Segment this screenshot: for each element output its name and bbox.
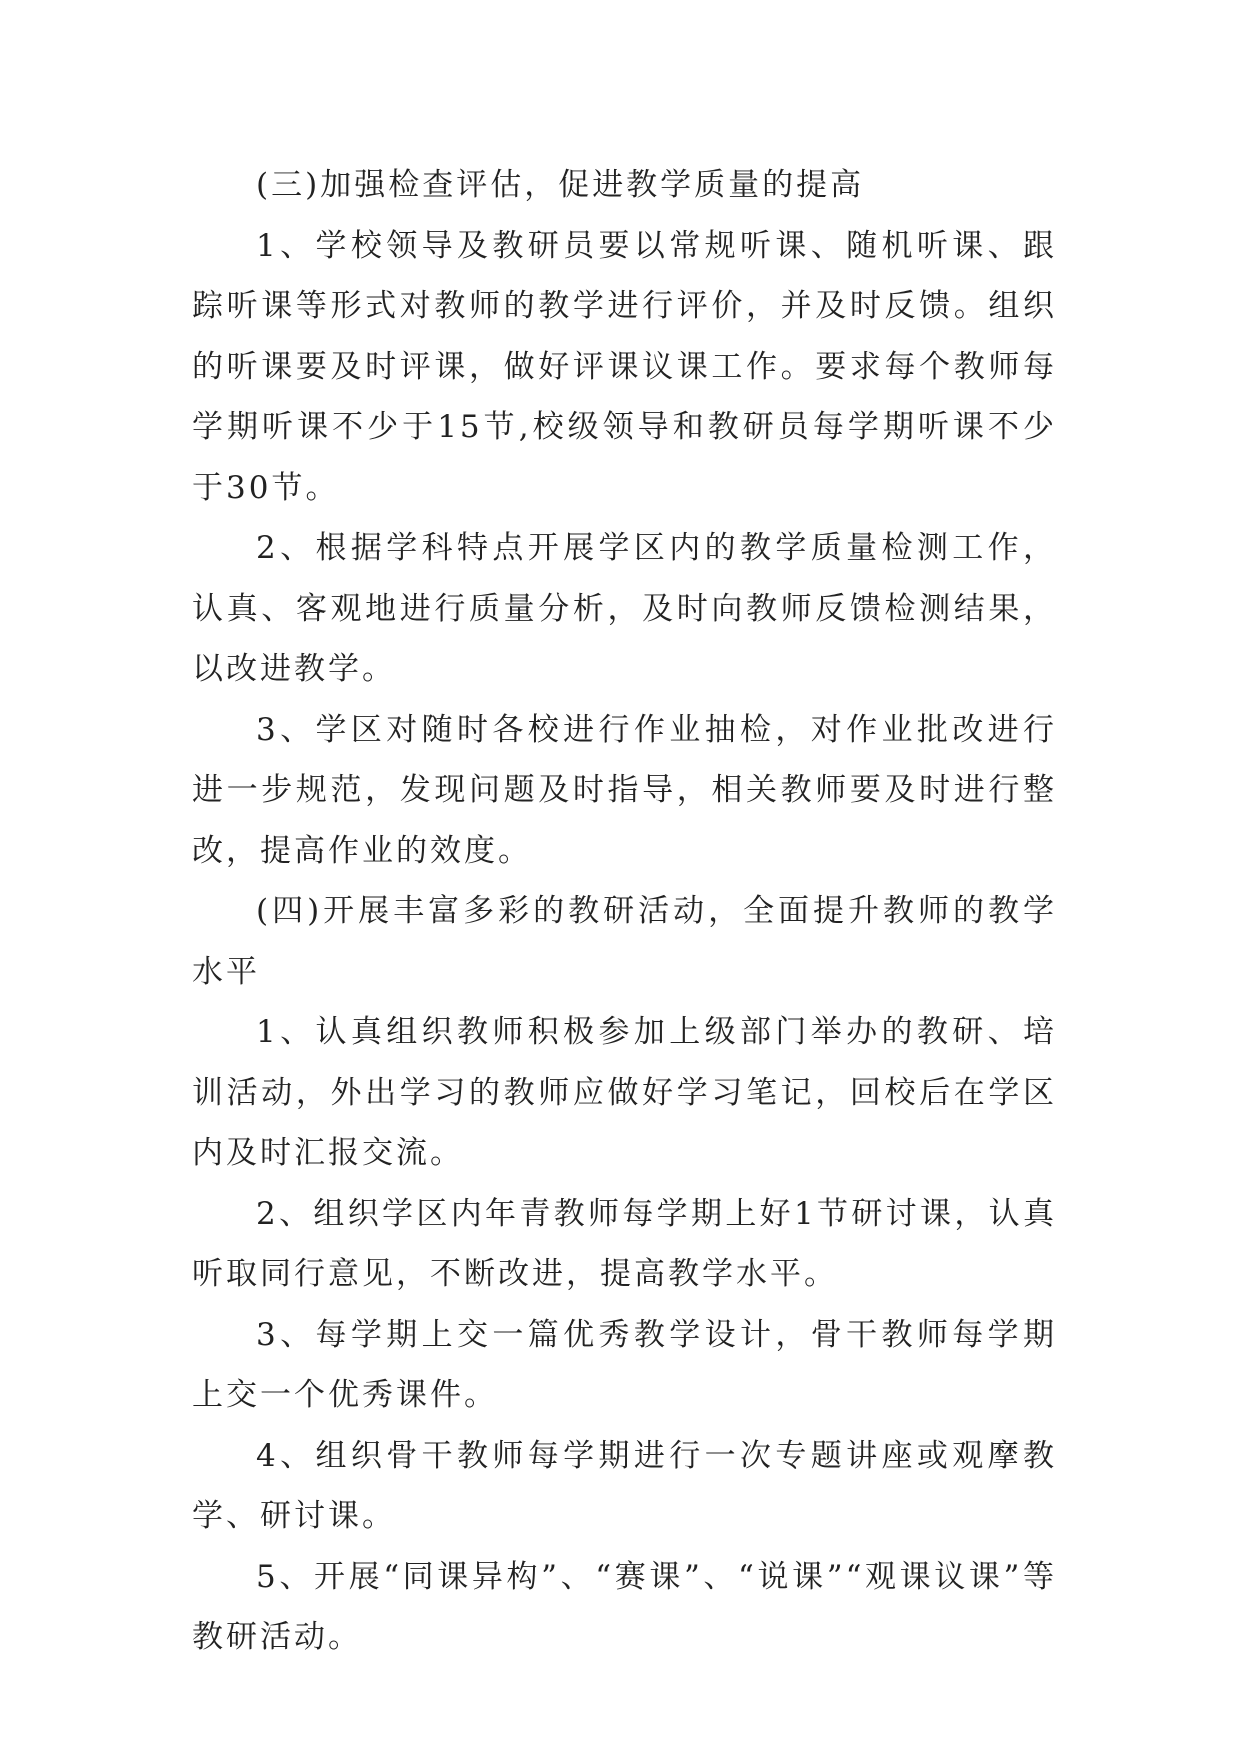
paragraph-4-2: 2、组织学区内年青教师每学期上好1节研讨课，认真听取同行意见，不断改进，提高教学水平。 <box>192 1195 1057 1292</box>
paragraph-4-1: 1、认真组织教师积极参加上级部门举办的教研、培训活动，外出学习的教师应做好学习笔记，回校后在学区内及时汇报交流。 <box>192 1014 1057 1171</box>
document-body <box>192 155 1057 1668</box>
section-heading-4: (四)开展丰富多彩的教研活动，全面提升教师的教学水平 <box>192 893 1057 990</box>
paragraph-3-3: 3、学区对随时各校进行作业抽检，对作业批改进行进一步规范，发现问题及时指导，相关教师要及时进行整改，提高作业的效度。 <box>192 711 1057 869</box>
paragraph-3-1: 1、学校领导及教研员要以常规听课、随机听课、跟踪听课等形式对教师的教学进行评价，并及时反馈。组织的听课要及时评课，做好评课议课工作。要求每个教师每学期听课不少于15节,校级领导和教研员每学期听课不少于30节。 <box>192 227 1057 506</box>
paragraph-4-3: 3、每学期上交一篇优秀教学设计，骨干教师每学期上交一个优秀课件。 <box>192 1316 1057 1413</box>
section-heading-3: (三)加强检查评估，促进教学质量的提高 <box>256 167 865 203</box>
paragraph-4-5: 5、开展“同课异构”、“赛课”、“说课”“观课议课”等教研活动。 <box>192 1558 1057 1655</box>
paragraph-3-2: 2、根据学科特点开展学区内的教学质量检测工作，认真、客观地进行质量分析，及时向教师反馈检测结果，以改进教学。 <box>192 530 1057 687</box>
paragraph-4-4: 4、组织骨干教师每学期进行一次专题讲座或观摩教学、研讨课。 <box>192 1437 1057 1534</box>
